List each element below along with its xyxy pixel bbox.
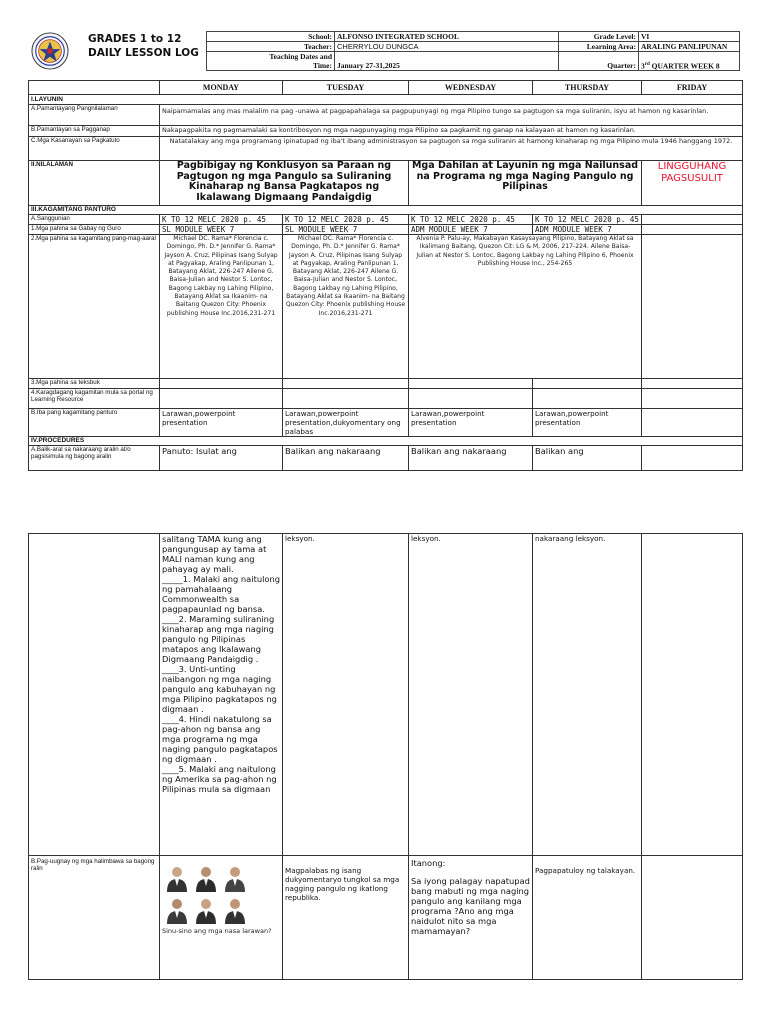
president-photo-icon: [223, 864, 247, 892]
teksbuk-thursday: [533, 379, 642, 389]
karag-thursday: [533, 389, 642, 409]
teksbuk-tuesday: [283, 379, 409, 389]
pag-uugnay-friday: [642, 856, 743, 980]
section-layunin: I.LAYUNIN: [29, 95, 743, 105]
text-pamantayan-pagganap: Nakapagpakita ng pagmamalaki sa kontribosyon ng mga nagpunyaging mga Pilipino sa pagkamit ng ganap na kalayaan at hamon ng kasarinlan.: [160, 126, 743, 137]
teksbuk-friday: [642, 379, 743, 389]
day-tuesday: TUESDAY: [283, 81, 409, 95]
nilalaman-wed-thu: Mga Dahilan at Layunin ng mga Nailunsad na Programa ng mga Naging Pangulo ng Pilipinas: [409, 161, 642, 206]
balik-aral-wednesday: Balikan ang nakaraang: [409, 446, 533, 471]
gabay-tuesday: SL MODULE WEEK 7: [283, 225, 409, 235]
lesson-log-table: [28, 80, 743, 471]
day-wednesday: WEDNESDAY: [409, 81, 533, 95]
day-thursday: THURSDAY: [533, 81, 642, 95]
label-teksbuk: 3.Mga pahina sa teksbuk: [29, 379, 160, 389]
gabay-thursday: ADM MODULE WEEK 7: [533, 225, 642, 235]
iba-friday: [642, 409, 743, 437]
label-kagamitang-mag-aaral: 2.Mga pahina sa kagamitang pang-mag-aaral: [29, 235, 160, 379]
lesson-log-header: [28, 30, 742, 73]
president-photo-icon: [194, 896, 218, 924]
row-pamantayan-pagganap: [29, 126, 743, 137]
pag-uugnay-monday: [160, 856, 283, 980]
sanggunian-thursday: K TO 12 MELC 2020 p. 45: [533, 215, 642, 225]
kagamitan-tuesday: Michael DC. Rama* Florencia c. Domingo, Ph. D.* Jennifer G. Rama* Jayson A. Cruz, Pilipinas Isang Sulyap at Pagyakap, Araling Panlipunan 1, Batayang Aklat, 226-247 Ailene G. Baisa-Julian and Nestor S. Lontoc, Bagong Lakbay ng Lahing Pilipino, Batayang Aklat sa Ikaanim- na Baitang Quezon City: Phoenix publishing House Inc.2016,231-271: [283, 235, 409, 379]
school-info-table: [206, 31, 740, 71]
label-gabay-guro: 1.Mga pahina sa Gabay ng Guro: [29, 225, 160, 235]
row-pamantayang-pangnilalaman: [29, 105, 743, 126]
row-balik-aral: [29, 446, 743, 471]
area-value: ARALING PANLIPUNAN: [639, 42, 740, 52]
section-row-layunin: [29, 95, 743, 105]
empty-corner-cell: [29, 81, 160, 95]
quarter-label: Quarter:: [559, 52, 639, 71]
kagamitan-wed-thu: Alvenia P. Palu-ay, Makabayan Kasaysayang Pilipino, Batayang Aklat sa Ikalimang Baitang, Quezon Cit: LG & M, 2006, 217-224. Ailene Baisa-Julian at Nestor S. Lontoc, Bagong Lakbay ng Lahing Pilipino 6, Phoenix Publishing House Inc., 254-265: [409, 235, 642, 379]
row-karagdagang-kagamitan: [29, 389, 743, 409]
section-row-kagamitan: [29, 206, 743, 215]
iba-wednesday: Larawan,powerpoint presentation: [409, 409, 533, 437]
row-gabay-guro: [29, 225, 743, 235]
dates-label-line-2: Time:: [312, 61, 332, 70]
dates-label: [207, 52, 335, 71]
label-pamantayang-pangnilalaman: A.Pamantayang Pangnilalaman: [29, 105, 160, 126]
row-teksbuk: [29, 379, 743, 389]
itanong-question: Sa iyong palagay napatupad bang mabuti ng mga naging pangulo ang kanilang mga programa ?Ano ang mga naidulot nito sa mga mamamayan?: [411, 876, 530, 936]
karag-wednesday: [409, 389, 533, 409]
label-sanggunian: A.Sanggunian: [29, 215, 160, 225]
log-title: [88, 32, 199, 60]
day-monday: MONDAY: [160, 81, 283, 95]
gabay-friday: [642, 225, 743, 235]
iba-tuesday: Larawan,powerpoint presentation,dukyomentary ong palabas: [283, 409, 409, 437]
title-line-1: GRADES 1 to 12: [88, 33, 182, 45]
school-label: School:: [207, 32, 335, 42]
photo-caption: Sinu-sino ang mga nasa larawan?: [162, 927, 272, 935]
label-pag-uugnay: B.Pag-uugnay ng mga halimbawa sa bagong ralin: [29, 856, 160, 980]
balik-aral-thursday-cont: nakaraang leksyon.: [533, 534, 642, 856]
row-pag-uugnay: [29, 856, 743, 980]
dates-label-line-1: Teaching Dates and: [269, 52, 332, 61]
president-photos-row-2: [162, 892, 280, 924]
deped-seal-icon: [31, 32, 69, 70]
itanong-label: Itanong:: [411, 858, 446, 868]
row-kasanayan-pagkatuto: [29, 137, 743, 161]
label-pamantayan-pagganap: B.Pamantayan sa Pagganap: [29, 126, 160, 137]
label-iba-pang-kagamitan: B.Iba pang kagamitang panturo: [29, 409, 160, 437]
balik-aral-label-empty: [29, 534, 160, 856]
kagamitan-friday: [642, 235, 743, 379]
sanggunian-wednesday: K TO 12 MELC 2020 p. 45: [409, 215, 533, 225]
pag-uugnay-tuesday: Magpalabas ng isang dukyomentaryo tungkol sa mga nagging pangulo ng ikatlong republika.: [283, 856, 409, 980]
teacher-label: Teacher:: [207, 42, 335, 52]
gabay-monday: SL MODULE WEEK 7: [160, 225, 283, 235]
grade-value: VI: [639, 32, 740, 42]
day-header-row: [29, 81, 743, 95]
president-photo-icon: [223, 896, 247, 924]
grade-label: Grade Level:: [559, 32, 639, 42]
balik-aral-tuesday-cont: leksyon.: [283, 534, 409, 856]
karag-friday: [642, 389, 743, 409]
nilalaman-mon-tue: Pagbibigay ng Konklusyon sa Paraan ng Pagtugon ng mga Pangulo sa Suliraning Kinaharap ng Bansa Pagkatapos ng Ikalawang Digmaang Pandaigdig: [160, 161, 409, 206]
balik-aral-thursday: Balikan ang: [533, 446, 642, 471]
pagsusulit-text: PAGSUSULIT: [661, 173, 723, 184]
balik-aral-tuesday: Balikan ang nakaraang: [283, 446, 409, 471]
section-procedures: IV.PROCEDURES: [29, 437, 743, 446]
lingguhang-text: LINGGUHANG: [657, 161, 727, 172]
row-kagamitang-mag-aaral: [29, 235, 743, 379]
row-iba-pang-kagamitan: [29, 409, 743, 437]
quarter-suffix: rd: [644, 61, 650, 67]
teksbuk-wednesday: [409, 379, 533, 389]
sanggunian-tuesday: K TO 12 MELC 2020 p. 45: [283, 215, 409, 225]
label-kasanayan-pagkatuto: C.Mga Kasanayan sa Pagkatuto: [29, 137, 160, 161]
label-balik-aral: A.Balik-aral sa nakaraang aralin at/o pagsisimula ng bagong aralin: [29, 446, 160, 471]
gabay-wednesday: ADM MODULE WEEK 7: [409, 225, 533, 235]
label-nilalaman: II.NILALAMAN: [29, 161, 160, 206]
text-pamantayang-pangnilalaman: Naipamamalas ang mas malalim na pag -unawa at pagpapahalaga sa pagpupunyagi ng mga Pilipino tungo sa pagtugon sa mga suliranin, isyu at hamon ng kasarinlan.: [160, 105, 743, 126]
section-row-procedures: [29, 437, 743, 446]
president-photo-icon: [165, 896, 189, 924]
pag-uugnay-wednesday: [409, 856, 533, 980]
teacher-value: CHERRYLOU DUNGCA: [335, 42, 559, 52]
balik-aral-monday: Panuto: Isulat ang: [160, 446, 283, 471]
day-friday: FRIDAY: [642, 81, 743, 95]
president-photo-icon: [165, 864, 189, 892]
balik-aral-friday-cont: [642, 534, 743, 856]
nilalaman-friday: [642, 161, 743, 206]
lesson-log-table-continued: [28, 533, 743, 980]
sanggunian-monday: K TO 12 MELC 2020 p. 45: [160, 215, 283, 225]
section-kagamitan: III.KAGAMITANG PANTURO: [29, 206, 743, 215]
balik-aral-wednesday-cont: leksyon.: [409, 534, 533, 856]
kagamitan-monday: Michael DC. Rama* Florencia c. Domingo, Ph. D.* Jennifer G. Rama* Jayson A. Cruz, Pilipinas Isang Sulyap at Pagyakap, Araling Panlipunan 1, Batayang Aklat, 226-247 Ailene G. Baisa-Julian and Nestor S. Lontoc, Bagong Lakbay ng Lahing Pilipino, Batayang Aklat sa Ikaanim- na Baitang Quezon City: Phoenix publishing House Inc.2016,231-271: [160, 235, 283, 379]
area-label: Learning Area:: [559, 42, 639, 52]
sanggunian-friday: [642, 215, 743, 225]
school-value: ALFONSO INTEGRATED SCHOOL: [335, 32, 559, 42]
iba-monday: Larawan,powerpoint presentation: [160, 409, 283, 437]
row-nilalaman: [29, 161, 743, 206]
karag-monday: [160, 389, 283, 409]
text-kasanayan-pagkatuto: Natatalakay ang mga programang ipinatupad ng iba't ibang administrasyon sa pagtugon sa mga suliranin at hamong kinaharap ng mga Pilipino mula 1946 hanggang 1972.: [160, 137, 743, 161]
president-photo-icon: [194, 864, 218, 892]
balik-aral-friday: [642, 446, 743, 471]
title-line-2: DAILY LESSON LOG: [88, 47, 199, 59]
karag-tuesday: [283, 389, 409, 409]
teksbuk-monday: [160, 379, 283, 389]
dates-value: January 27-31,2025: [335, 52, 559, 71]
president-photos-row-1: [162, 856, 280, 892]
label-karagdagang-kagamitan: 4.Karagdagang kagamitan mula sa portal ng Learning Resource: [29, 389, 160, 409]
quarter-number: 3: [641, 61, 645, 70]
quarter-text: QUARTER WEEK 8: [649, 61, 720, 70]
pag-uugnay-thursday: Pagpapatuloy ng talakayan.: [533, 856, 642, 980]
row-sanggunian: [29, 215, 743, 225]
quarter-value: [639, 52, 740, 71]
balik-aral-monday-quiz: salitang TAMA kung ang pangungusap ay tama at MALI naman kung ang pahayag ay mali. _____1. Malaki ang naitulong ng pamahalaang Commonwealth sa pagpapaunlad ng bansa. ____2. Maraming suliraning kinaharap ang mga naging pangulo ng Pilipinas matapos ang Ikalawang Digmaang Pandaigdig . ____3. Unti-unting naibangon ng mga naging pangulo ang kabuhayan ng mga Pilipino pagkatapos ng digmaan . ____4. Hindi nakatulong sa pag-ahon ng bansa ang mga programa ng mga naging pangulo pagkatapos ng digmaan . ____5. Malaki ang naitulong ng Amerika sa pag-ahon ng Pilipinas mula sa digmaan: [160, 534, 283, 856]
iba-thursday: Larawan,powerpoint presentation: [533, 409, 642, 437]
row-balik-aral-continued: [29, 534, 743, 856]
